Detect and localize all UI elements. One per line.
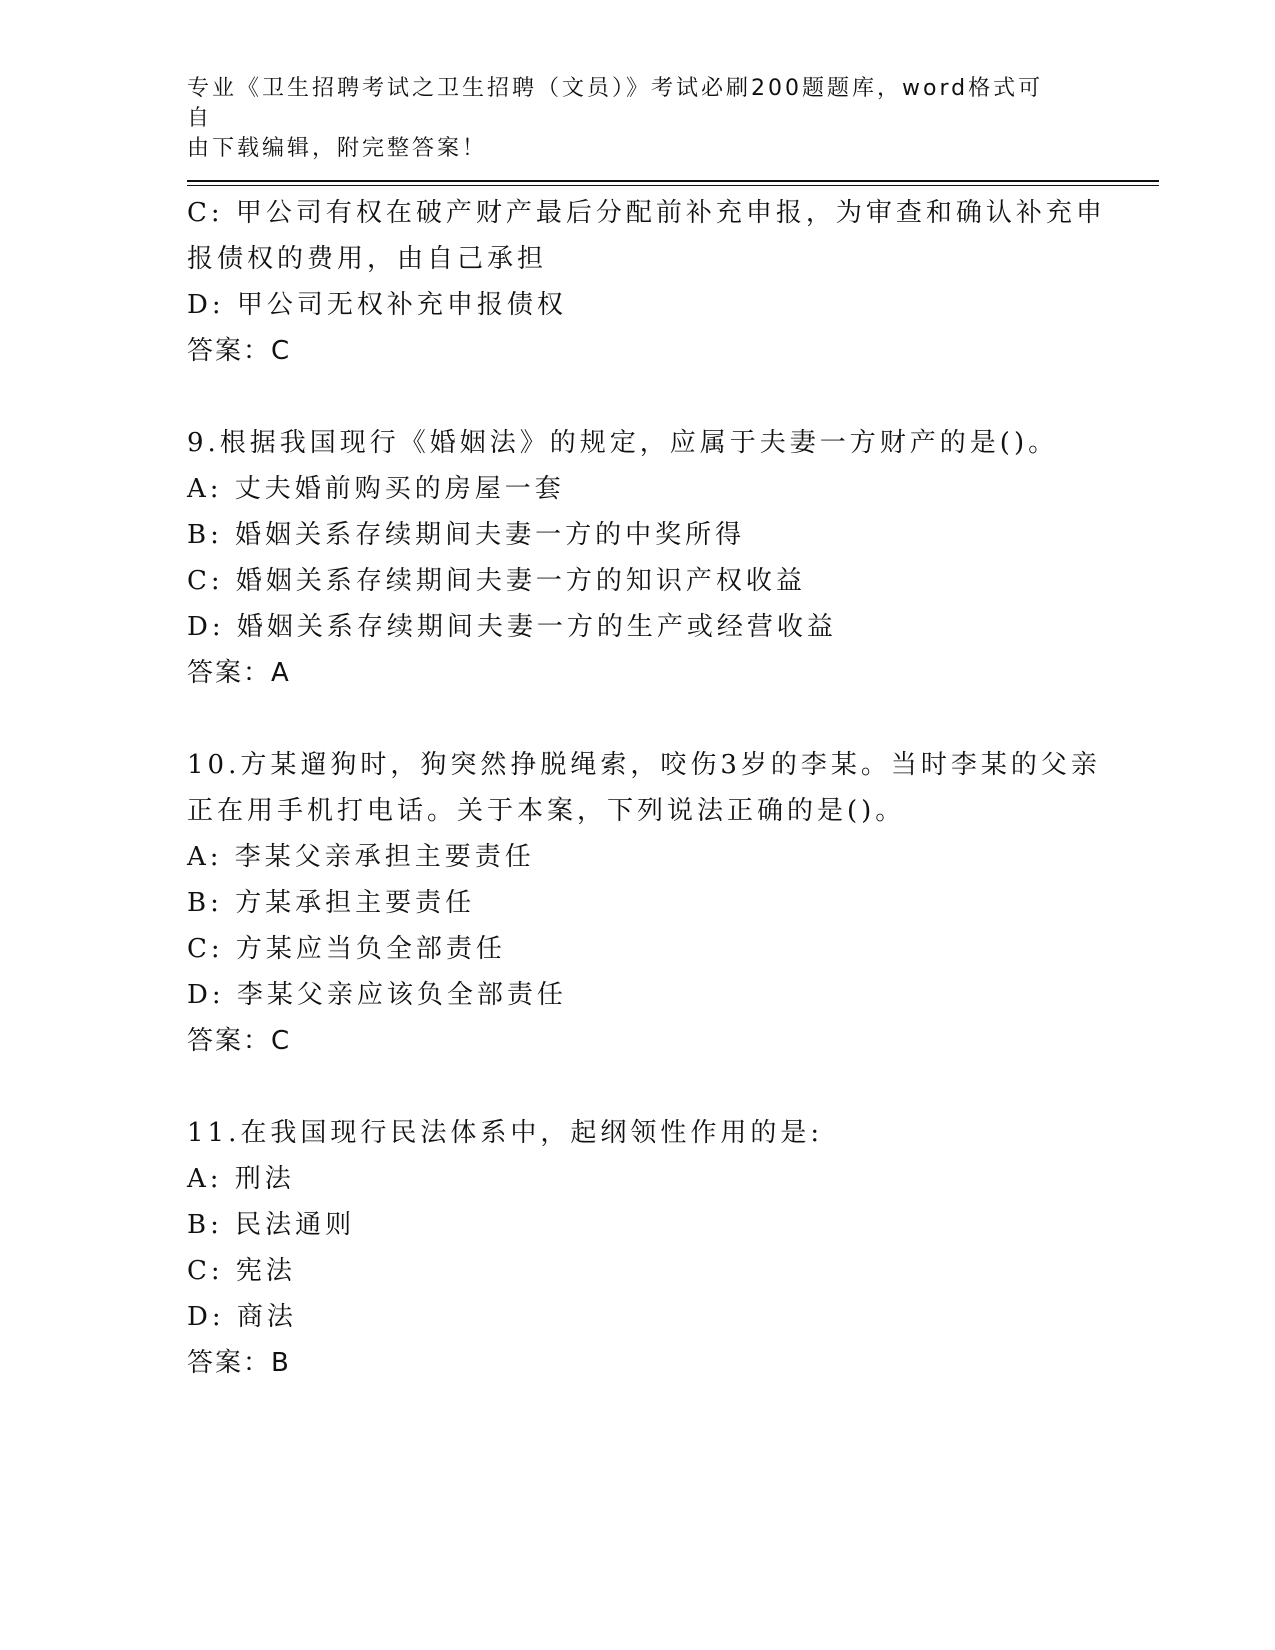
option-c-line-1: C: 甲公司有权在破产财产最后分配前补充申报，为审查和确认补充申 [187, 198, 1106, 228]
question-stem: 9.根据我国现行《婚姻法》的规定，应属于夫妻一方财产的是()。 [187, 428, 1059, 458]
document-body [187, 190, 1106, 1386]
option-d: D: 甲公司无权补充申报债权 [187, 290, 567, 320]
answer: 答案：A [187, 658, 291, 688]
header-line-2: 由下载编辑，附完整答案！ [187, 136, 488, 161]
spacer [187, 374, 1087, 420]
header-line-1: 专业《卫生招聘考试之卫生招聘（文员）》考试必刷200题题库，word格式可自 [187, 76, 1044, 131]
question-10 [187, 742, 1101, 1064]
question-11 [187, 1110, 1087, 1386]
question-stem: 11.在我国现行民法体系中，起纲领性作用的是: [187, 1118, 824, 1148]
option-c-line-2: 报债权的费用，由自己承担 [187, 244, 548, 274]
option-a: A: 李某父亲承担主要责任 [187, 842, 535, 872]
option-c: C: 婚姻关系存续期间夫妻一方的知识产权收益 [187, 566, 806, 596]
answer: 答案：B [187, 1348, 291, 1378]
question-stem-line-1: 10.方某遛狗时，狗突然挣脱绳索，咬伤3岁的李某。当时李某的父亲 [187, 750, 1101, 780]
answer: 答案：C [187, 336, 292, 366]
option-b: B: 婚姻关系存续期间夫妻一方的中奖所得 [187, 520, 746, 550]
option-d: D: 婚姻关系存续期间夫妻一方的生产或经营收益 [187, 612, 837, 642]
option-a: A: 丈夫婚前购买的房屋一套 [187, 474, 565, 504]
option-c: C: 宪法 [187, 1256, 296, 1286]
option-b: B: 方某承担主要责任 [187, 888, 476, 918]
header-rule-thick [187, 180, 1159, 182]
option-c: C: 方某应当负全部责任 [187, 934, 506, 964]
spacer [187, 696, 1087, 742]
option-a: A: 刑法 [187, 1164, 295, 1194]
question-8-continued [187, 190, 1106, 374]
question-9 [187, 420, 1087, 696]
document-header [187, 74, 1067, 164]
option-d: D: 李某父亲应该负全部责任 [187, 980, 567, 1010]
answer: 答案：C [187, 1026, 292, 1056]
option-d: D: 商法 [187, 1302, 297, 1332]
spacer [187, 1064, 1087, 1110]
header-rule-thin [187, 185, 1159, 186]
option-b: B: 民法通则 [187, 1210, 356, 1240]
question-stem-line-2: 正在用手机打电话。关于本案，下列说法正确的是()。 [187, 796, 906, 826]
